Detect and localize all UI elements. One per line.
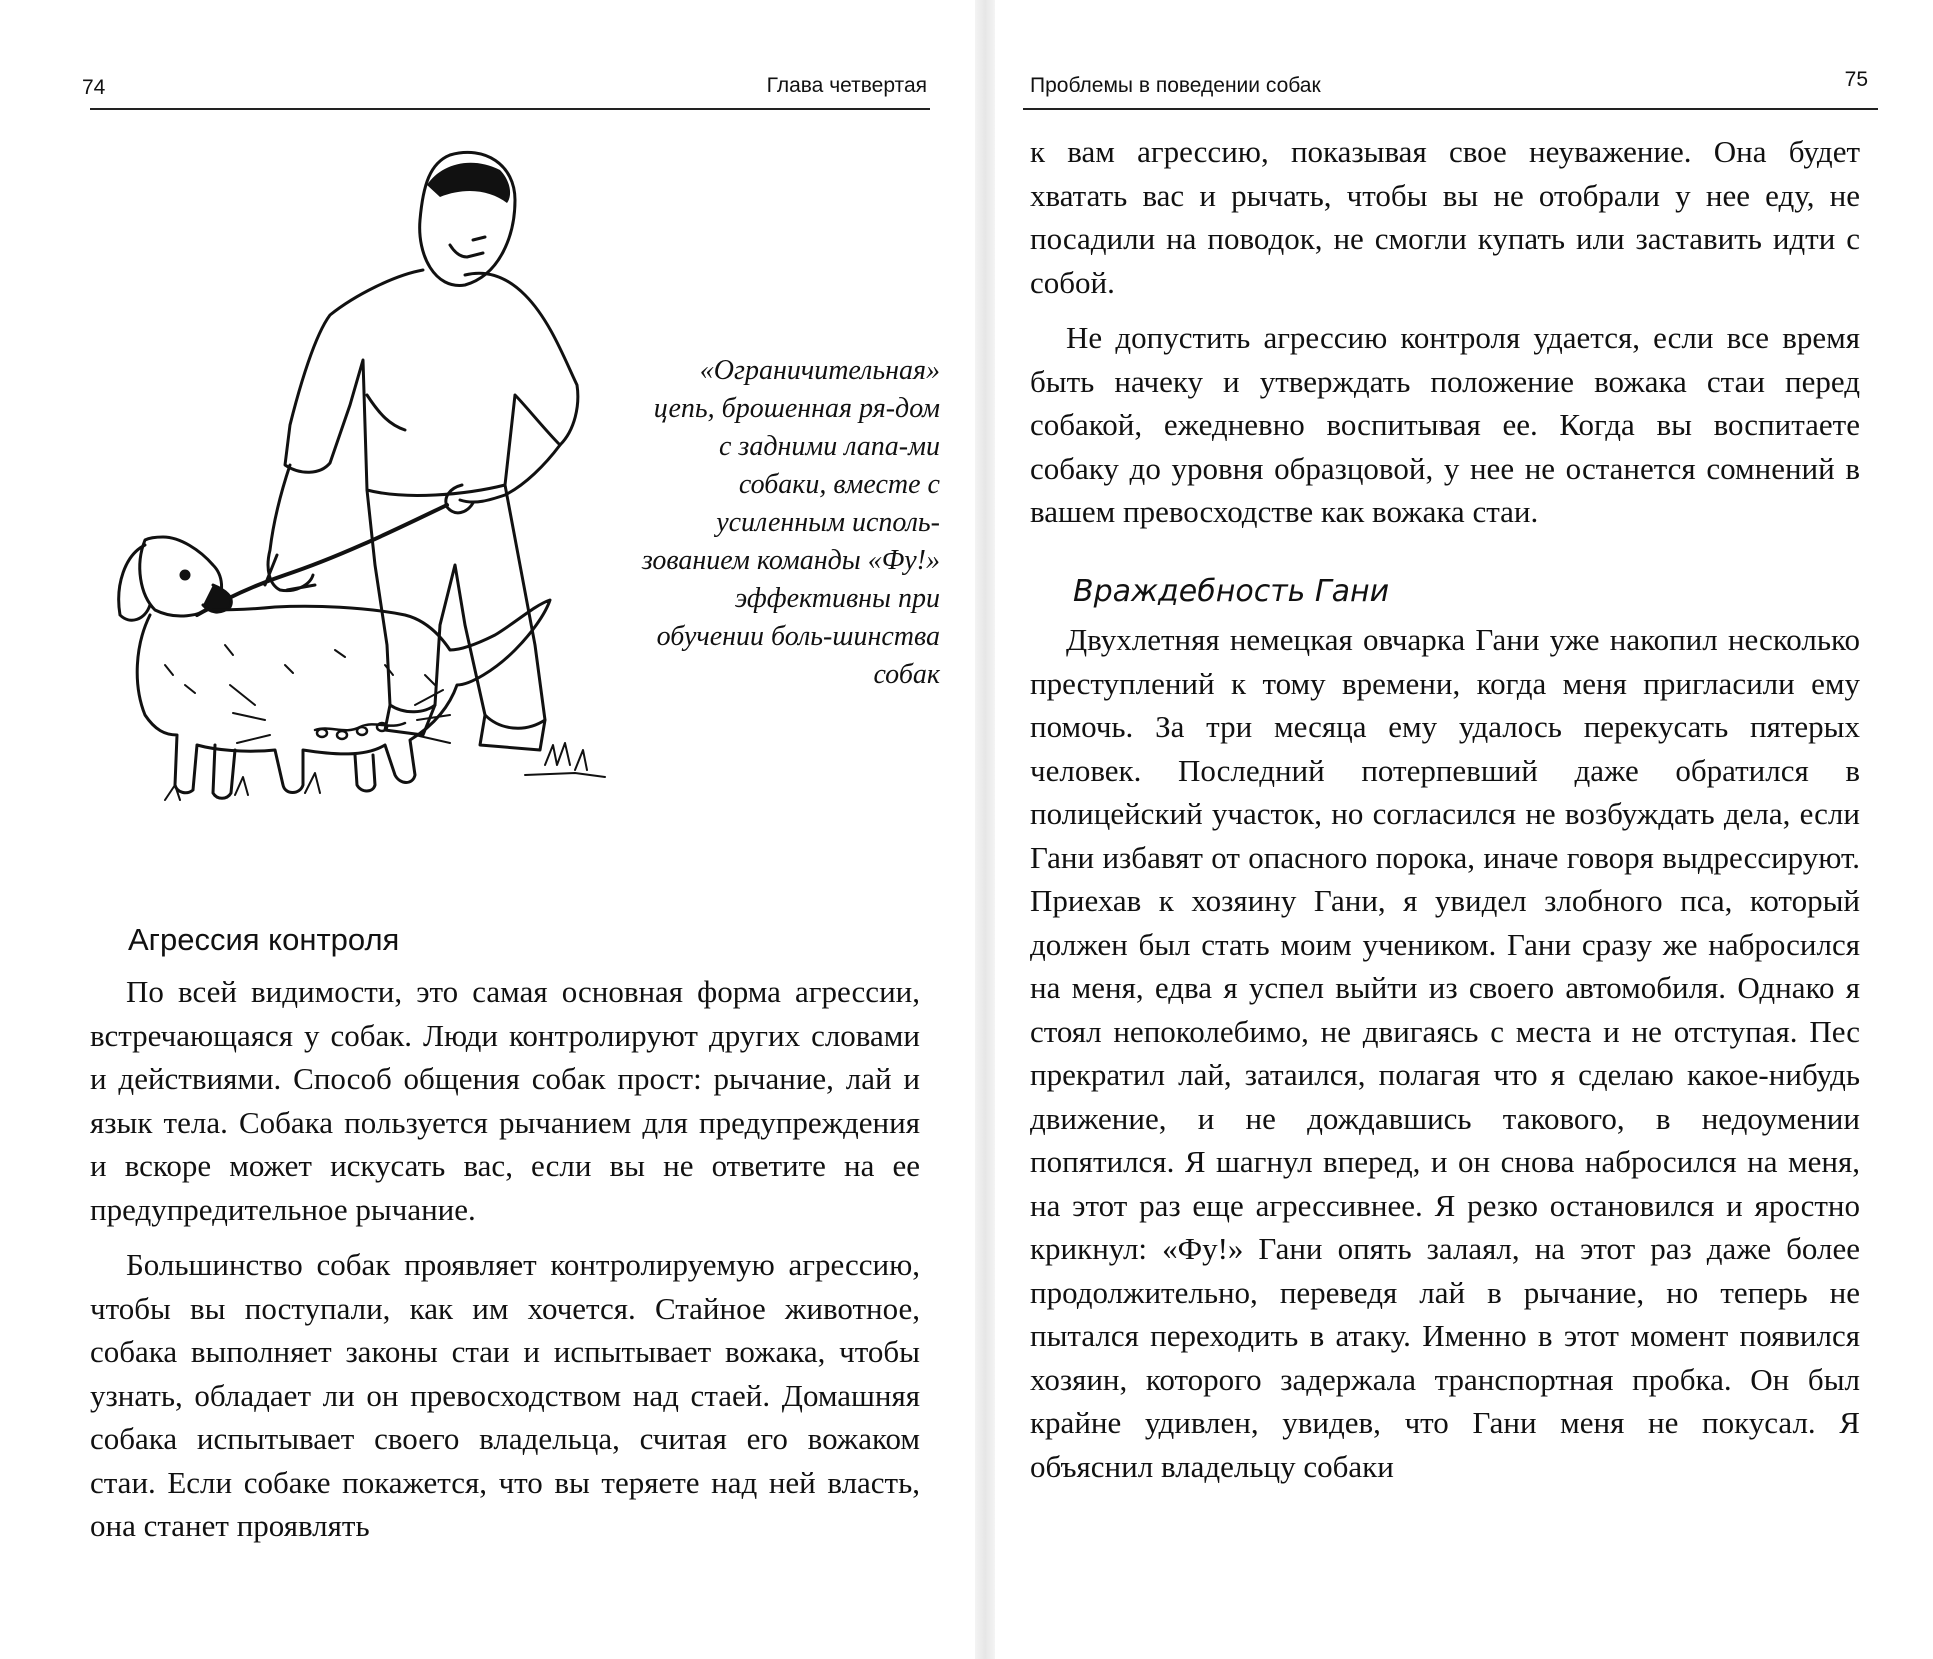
man-with-dog-illustration xyxy=(105,145,615,805)
right-header-rule xyxy=(1023,108,1878,110)
section-heading-control-aggression: Агрессия контроля xyxy=(128,922,400,957)
illustration-caption: «Ограничительная» цепь, брошенная ря-дом с задними лапа-ми собаки, вместе с усиленным исполь-зованием команды «Фу!» эффективны при обучении боль-шинства собак xyxy=(641,355,940,690)
right-body-text-bottom xyxy=(1030,618,1860,1488)
leash xyxy=(197,505,447,615)
paragraph: к вам агрессию, показывая свое неуважение. Она будет хватать вас и рычать, чтобы вы не отобрали у нее еду, не посадили на поводок, не смогли купать или заставить идти с собой. xyxy=(1030,134,1860,300)
section-heading-gani-hostility: Враждебность Гани xyxy=(1073,574,1390,609)
right-body-text-top xyxy=(1030,130,1860,534)
book-gutter xyxy=(975,0,995,1659)
man-hair xyxy=(427,163,510,203)
man-shirt xyxy=(285,270,578,495)
right-page-number: 75 xyxy=(1844,68,1868,91)
dog-body xyxy=(137,600,550,793)
paragraph: Двухлетняя немецкая овчарка Гани уже накопил несколько преступлений к тому времени, когда меня пригласили ему помочь. За три месяца ему удалось перекусать пятерых человек. Последний потерпевший даже обратился в полицейский участок, но согласился не возбуждать дела, если Гани избавят от опасного порока, иначе говоря выдрессируют. Приехав к хозяину Гани, я увидел злобного пса, который должен был стать моим учеником. Гани сразу же набросился на меня, едва я успел выйти из своего автомобиля. Однако я стоял непоколебимо, не двигаясь с места и не отступая. Пес прекратил лай, затаился, полагая что я сделаю какое-нибудь движение, и не дождавшись такового, в недоумении попятился. Я шагнул вперед, и он снова набросился на меня, на этот раз еще агрессивнее. Я резко остановился и яростно крикнул: «Фу!» Гани опять залаял, на этот раз даже более продолжительно, переведя лай в рычание, но теперь не пытался переходить в атаку. Именно в этот момент появился хозяин, которого задержала транспортная пробка. Он был крайне удивлен, увидев, что Гани меня не покусал. Я объяснил владельцу собаки xyxy=(1030,622,1860,1484)
left-body-text xyxy=(90,970,920,1548)
paragraph: Не допустить агрессию контроля удается, если все время быть начеку и утверждать положение вожака стаи перед собакой, ежедневно воспитывая ее. Когда вы воспитаете собаку до уровня образцовой, у нее не останется сомнений в вашем превосходстве как вожака стаи. xyxy=(1030,320,1860,529)
paragraph: По всей видимости, это самая основная форма агрессии, встречающаяся у собак. Люди контролируют других словами и действиями. Способ общения собак прост: рычание, лай и язык тела. Собака пользуется рычанием для предупреждения и вскоре может искусать вас, если вы не ответите на ее предупредительное рычание. xyxy=(90,974,920,1227)
paragraph: Большинство собак проявляет контролируемую агрессию, чтобы вы поступали, как им хочется. Стайное животное, собака выполняет законы стаи и испытывает вожака, чтобы узнать, обладает ли он превосходством над стаей. Домашняя собака испытывает своего владельца, считая его вожаком стаи. Если собаке покажется, что вы теряете над ней власть, она станет проявлять xyxy=(90,1247,920,1543)
left-header-rule xyxy=(90,108,930,110)
right-page xyxy=(995,0,1933,1659)
left-running-head: Глава четвертая xyxy=(766,74,927,97)
man-legs xyxy=(367,485,545,728)
left-page-number: 74 xyxy=(82,76,106,99)
right-running-head: Проблемы в поведении собак xyxy=(1030,74,1321,97)
